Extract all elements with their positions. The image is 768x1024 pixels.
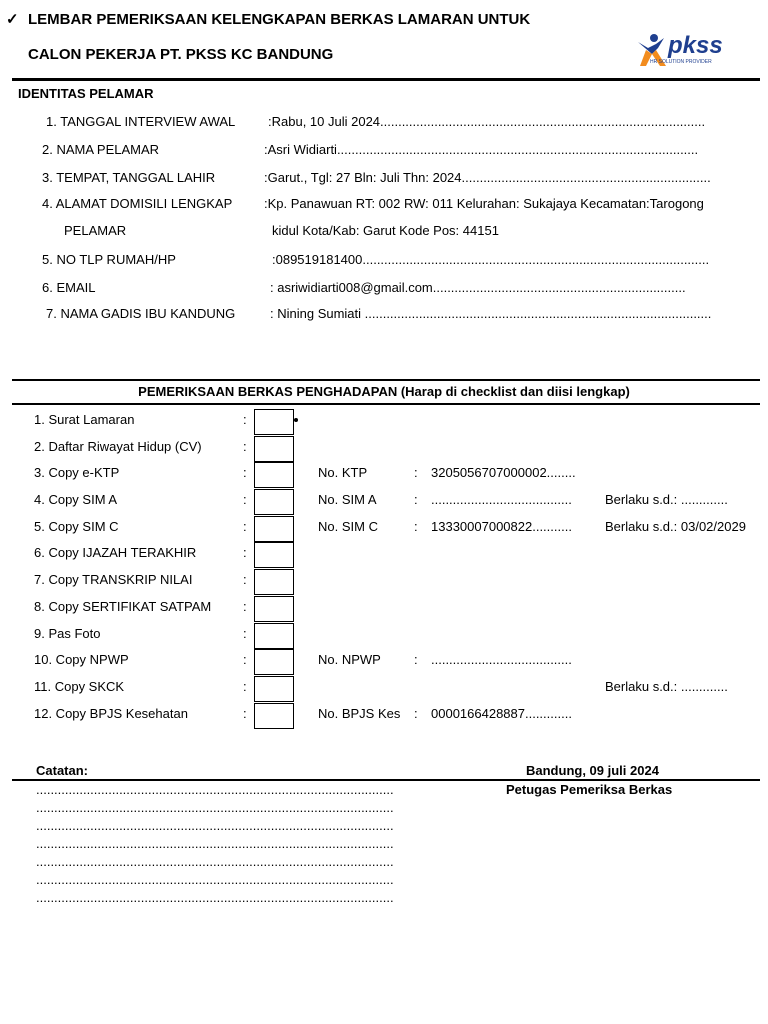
catatan-line[interactable]: ................................................................................................... <box>36 854 394 869</box>
identitas-value: :Rabu, 10 Juli 2024.......................................................................................... <box>268 114 706 129</box>
berkas-checkbox[interactable] <box>254 703 294 729</box>
berkas-field-label: No. NPWP <box>318 652 381 667</box>
berkas-field-colon: : <box>414 465 418 480</box>
berkas-checkbox[interactable] <box>254 569 294 595</box>
berkas-item-label: 4. Copy SIM A <box>34 492 118 507</box>
berkas-item-label: 8. Copy SERTIFIKAT SATPAM <box>34 599 212 614</box>
identitas-label: 5. NO TLP RUMAH/HP <box>42 252 176 267</box>
signature-date-place: Bandung, 09 juli 2024 <box>526 763 659 778</box>
identitas-label: 3. TEMPAT, TANGGAL LAHIR <box>42 170 216 185</box>
identitas-value: :Kp. Panawuan RT: 002 RW: 011 Kelurahan: Sukajaya Kecamatan:Tarogong <box>264 196 704 211</box>
berkas-item-colon: : <box>243 519 247 534</box>
berkas-checkbox[interactable] <box>254 409 294 435</box>
identitas-label: 1. TANGGAL INTERVIEW AWAL <box>46 114 236 129</box>
berkas-checkbox[interactable] <box>254 596 294 622</box>
footer-divider <box>12 779 760 781</box>
berkas-field-value: ....................................... <box>431 652 572 667</box>
checkbox-mark <box>294 418 298 422</box>
berkas-item-colon: : <box>243 465 247 480</box>
berkas-item-colon: : <box>243 599 247 614</box>
berkas-item-colon: : <box>243 545 247 560</box>
berkas-item-label: 12. Copy BPJS Kesehatan <box>34 706 188 721</box>
identitas-label: 7. NAMA GADIS IBU KANDUNG <box>46 306 236 321</box>
identitas-value: :Asri Widiarti.................................................................................................... <box>264 142 699 157</box>
berkas-item-colon: : <box>243 652 247 667</box>
berkas-item-colon: : <box>243 626 247 641</box>
berkas-item-colon: : <box>243 492 247 507</box>
berkas-berlaku: Berlaku s.d.: 03/02/2029 <box>605 519 746 534</box>
berkas-item-label: 9. Pas Foto <box>34 626 101 641</box>
berkas-item-label: 11. Copy SKCK <box>34 679 125 694</box>
berkas-checkbox[interactable] <box>254 462 294 488</box>
identitas-value: kidul Kota/Kab: Garut Kode Pos: 44151 <box>272 223 499 238</box>
berkas-item-label: 2. Daftar Riwayat Hidup (CV) <box>34 439 202 454</box>
identitas-label: 4. ALAMAT DOMISILI LENGKAP <box>42 196 233 211</box>
identitas-value: : asriwidiarti008@gmail.com...................................................................... <box>270 280 686 295</box>
berkas-field-colon: : <box>414 519 418 534</box>
section-heading-identitas: IDENTITAS PELAMAR <box>18 86 154 101</box>
berkas-field-value: 0000166428887............. <box>431 706 572 721</box>
pkss-logo-tagline: HR SOLUTION PROVIDER <box>650 59 712 65</box>
berkas-field-colon: : <box>414 652 418 667</box>
berkas-field-colon: : <box>414 706 418 721</box>
document-title-line1: LEMBAR PEMERIKSAAN KELENGKAPAN BERKAS LAMARAN UNTUK <box>28 11 531 28</box>
berkas-item-label: 5. Copy SIM C <box>34 519 119 534</box>
identitas-value: : Nining Sumiati ................................................................................................ <box>270 306 712 321</box>
berkas-item-colon: : <box>243 572 247 587</box>
berkas-field-label: No. BPJS Kes <box>318 706 401 721</box>
berkas-checkbox[interactable] <box>254 649 294 675</box>
identitas-value: :089519181400................................................................................................ <box>272 252 710 267</box>
berkas-checkbox[interactable] <box>254 676 294 702</box>
berkas-item-colon: : <box>243 412 247 427</box>
berkas-checkbox[interactable] <box>254 436 294 462</box>
berkas-item-colon: : <box>243 706 247 721</box>
berkas-item-label: 3. Copy e-KTP <box>34 465 120 480</box>
berkas-field-colon: : <box>414 492 418 507</box>
berkas-item-label: 1. Surat Lamaran <box>34 412 135 427</box>
catatan-line[interactable]: ................................................................................................... <box>36 890 394 905</box>
identitas-label: 2. NAMA PELAMAR <box>42 142 160 157</box>
section-divider-top <box>12 379 760 381</box>
berkas-berlaku: Berlaku s.d.: ............. <box>605 679 728 694</box>
catatan-label: Catatan: <box>36 763 89 778</box>
catatan-line[interactable]: ................................................................................................... <box>36 818 394 833</box>
catatan-line[interactable]: ................................................................................................... <box>36 872 394 887</box>
section-heading-pemeriksaan: PEMERIKSAAN BERKAS PENGHADAPAN (Harap di checklist dan diisi lengkap) <box>138 384 630 399</box>
document-title-line2: CALON PEKERJA PT. PKSS KC BANDUNG <box>28 46 334 63</box>
berkas-item-colon: : <box>243 439 247 454</box>
berkas-item-label: 6. Copy IJAZAH TERAKHIR <box>34 545 197 560</box>
berkas-checkbox[interactable] <box>254 542 294 568</box>
berkas-field-value: 13330007000822........... <box>431 519 572 534</box>
petugas-label: Petugas Pemeriksa Berkas <box>506 782 673 797</box>
berkas-checkbox[interactable] <box>254 623 294 649</box>
berkas-field-value: ....................................... <box>431 492 572 507</box>
berkas-berlaku: Berlaku s.d.: ............. <box>605 492 728 507</box>
pkss-logo <box>634 32 734 72</box>
catatan-line[interactable]: ................................................................................................... <box>36 782 394 797</box>
berkas-item-label: 7. Copy TRANSKRIP NILAI <box>34 572 193 587</box>
pkss-logo-text: pkss <box>668 32 723 59</box>
berkas-item-colon: : <box>243 679 247 694</box>
berkas-item-label: 10. Copy NPWP <box>34 652 129 667</box>
identitas-value: :Garut., Tgl: 27 Bln: Juli Thn: 2024..................................................................... <box>264 170 711 185</box>
check-icon: ✓ <box>6 11 19 28</box>
catatan-line[interactable]: ................................................................................................... <box>36 836 394 851</box>
berkas-field-label: No. KTP <box>318 465 368 480</box>
header-divider <box>12 78 760 81</box>
berkas-field-label: No. SIM A <box>318 492 377 507</box>
catatan-line[interactable]: ................................................................................................... <box>36 800 394 815</box>
berkas-checkbox[interactable] <box>254 489 294 515</box>
identitas-label: 6. EMAIL <box>42 280 96 295</box>
section-divider-bottom <box>12 403 760 405</box>
berkas-checkbox[interactable] <box>254 516 294 542</box>
berkas-field-label: No. SIM C <box>318 519 378 534</box>
identitas-label: PELAMAR <box>64 223 127 238</box>
berkas-field-value: 3205056707000002........ <box>431 465 576 480</box>
